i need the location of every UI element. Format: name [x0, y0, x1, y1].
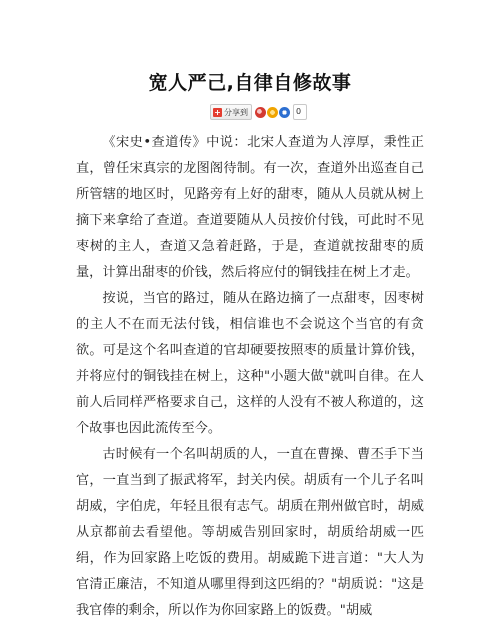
paragraph: 《宋史•查道传》中说：北宋人查道为人淳厚，秉性正直，曾任宋真宗的龙图阁待制。有一次，查道外出巡查自己所管辖的地区时，见路旁有上好的甜枣，随从人员就从树上摘下来拿给了查道。查道要随从人员按价付钱，可此时不见枣树的主人，查道又急着赶路，于是，查道就按甜枣的质量，计算出甜枣的价钱，然后将应付的铜钱挂在树上才走。: [76, 135, 424, 280]
share-bar: [210, 104, 307, 120]
share-label: 分享到: [224, 107, 248, 117]
share-button[interactable]: [210, 104, 252, 120]
qzone-icon[interactable]: [267, 107, 278, 118]
plus-icon: +: [214, 107, 221, 117]
article-body: [76, 130, 424, 624]
social-icons: [255, 107, 290, 118]
renren-icon[interactable]: [279, 107, 290, 118]
article-title: 宽人严己,自律自修故事: [148, 72, 352, 94]
weibo-icon[interactable]: [255, 107, 266, 118]
share-count: 0: [293, 104, 307, 120]
paragraph: 古时候有一个名叫胡质的人，一直在曹操、曹丕手下当官，一直当到了振武将军，封关内侯。胡质有一个儿子名叫胡威，字伯虎，年轻且很有志气。胡质在荆州做官时，胡威从京都前去看望他。等胡威告别回家时，胡质给胡威一匹绢，作为回家路上吃饭的费用。胡威跪下进言道："大人为官清正廉洁，不知道从哪里得到这匹绢的？"胡质说："这是我官俸的剩余，所以作为你回家路上的饭费。"胡威: [76, 447, 424, 618]
paragraph: 按说，当官的路过，随从在路边摘了一点甜枣，因枣树的主人不在而无法付钱，相信谁也不会说这个当官的有贪欲。可是这个名叫查道的官却硬要按照枣的质量计算价钱，并将应付的铜钱挂在树上，这种"小题大做"就叫自律。在人前人后同样严格要求自己，这样的人没有不被人称道的，这个故事也因此流传至今。: [76, 291, 424, 436]
